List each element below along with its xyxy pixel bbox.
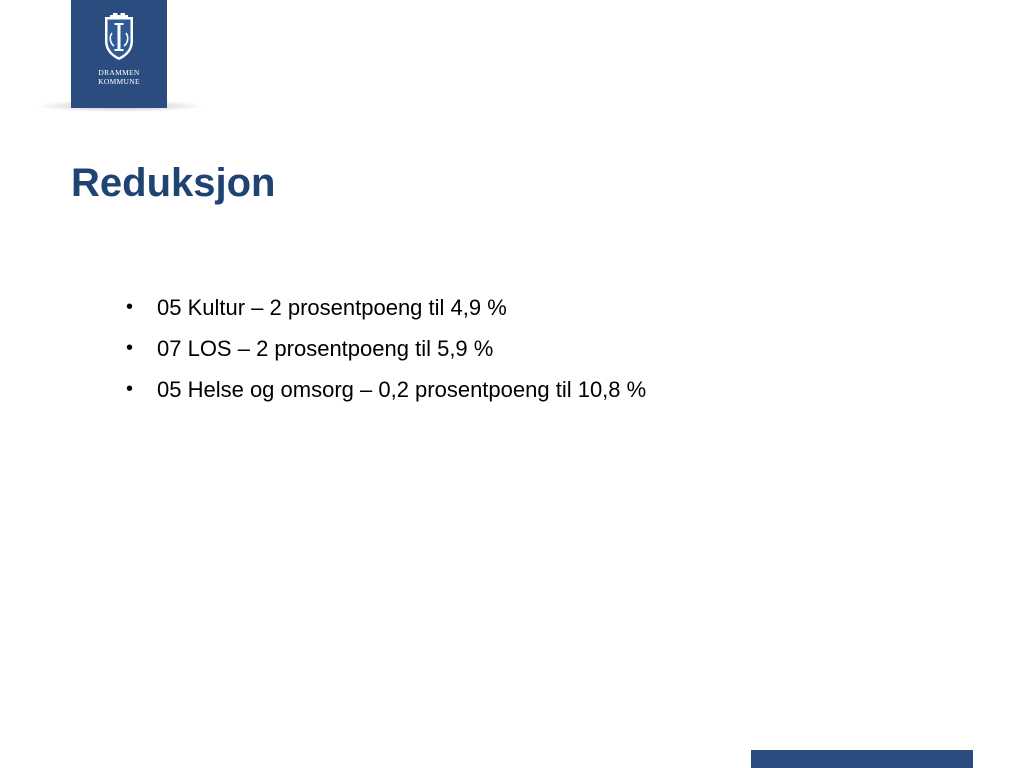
slide-title: Reduksjon bbox=[71, 161, 276, 205]
logo-text-line2: KOMMUNE bbox=[98, 77, 140, 86]
bullet-icon: • bbox=[126, 337, 134, 359]
bullet-icon: • bbox=[126, 378, 134, 400]
footer-accent-bar bbox=[751, 750, 973, 768]
logo-text-line1: DRAMMEN bbox=[98, 68, 140, 77]
bullet-text: 05 Kultur – 2 prosentpoeng til 4,9 % bbox=[157, 295, 507, 320]
list-item bbox=[124, 287, 646, 328]
coat-of-arms-icon bbox=[102, 13, 136, 61]
bullet-text: 05 Helse og omsorg – 0,2 prosentpoeng til 10,8 % bbox=[157, 377, 647, 402]
bullet-icon: • bbox=[126, 296, 134, 318]
municipality-logo bbox=[71, 0, 167, 108]
bullet-list bbox=[124, 287, 646, 410]
list-item bbox=[124, 369, 646, 410]
bullet-text: 07 LOS – 2 prosentpoeng til 5,9 % bbox=[157, 336, 494, 361]
list-item bbox=[124, 328, 646, 369]
